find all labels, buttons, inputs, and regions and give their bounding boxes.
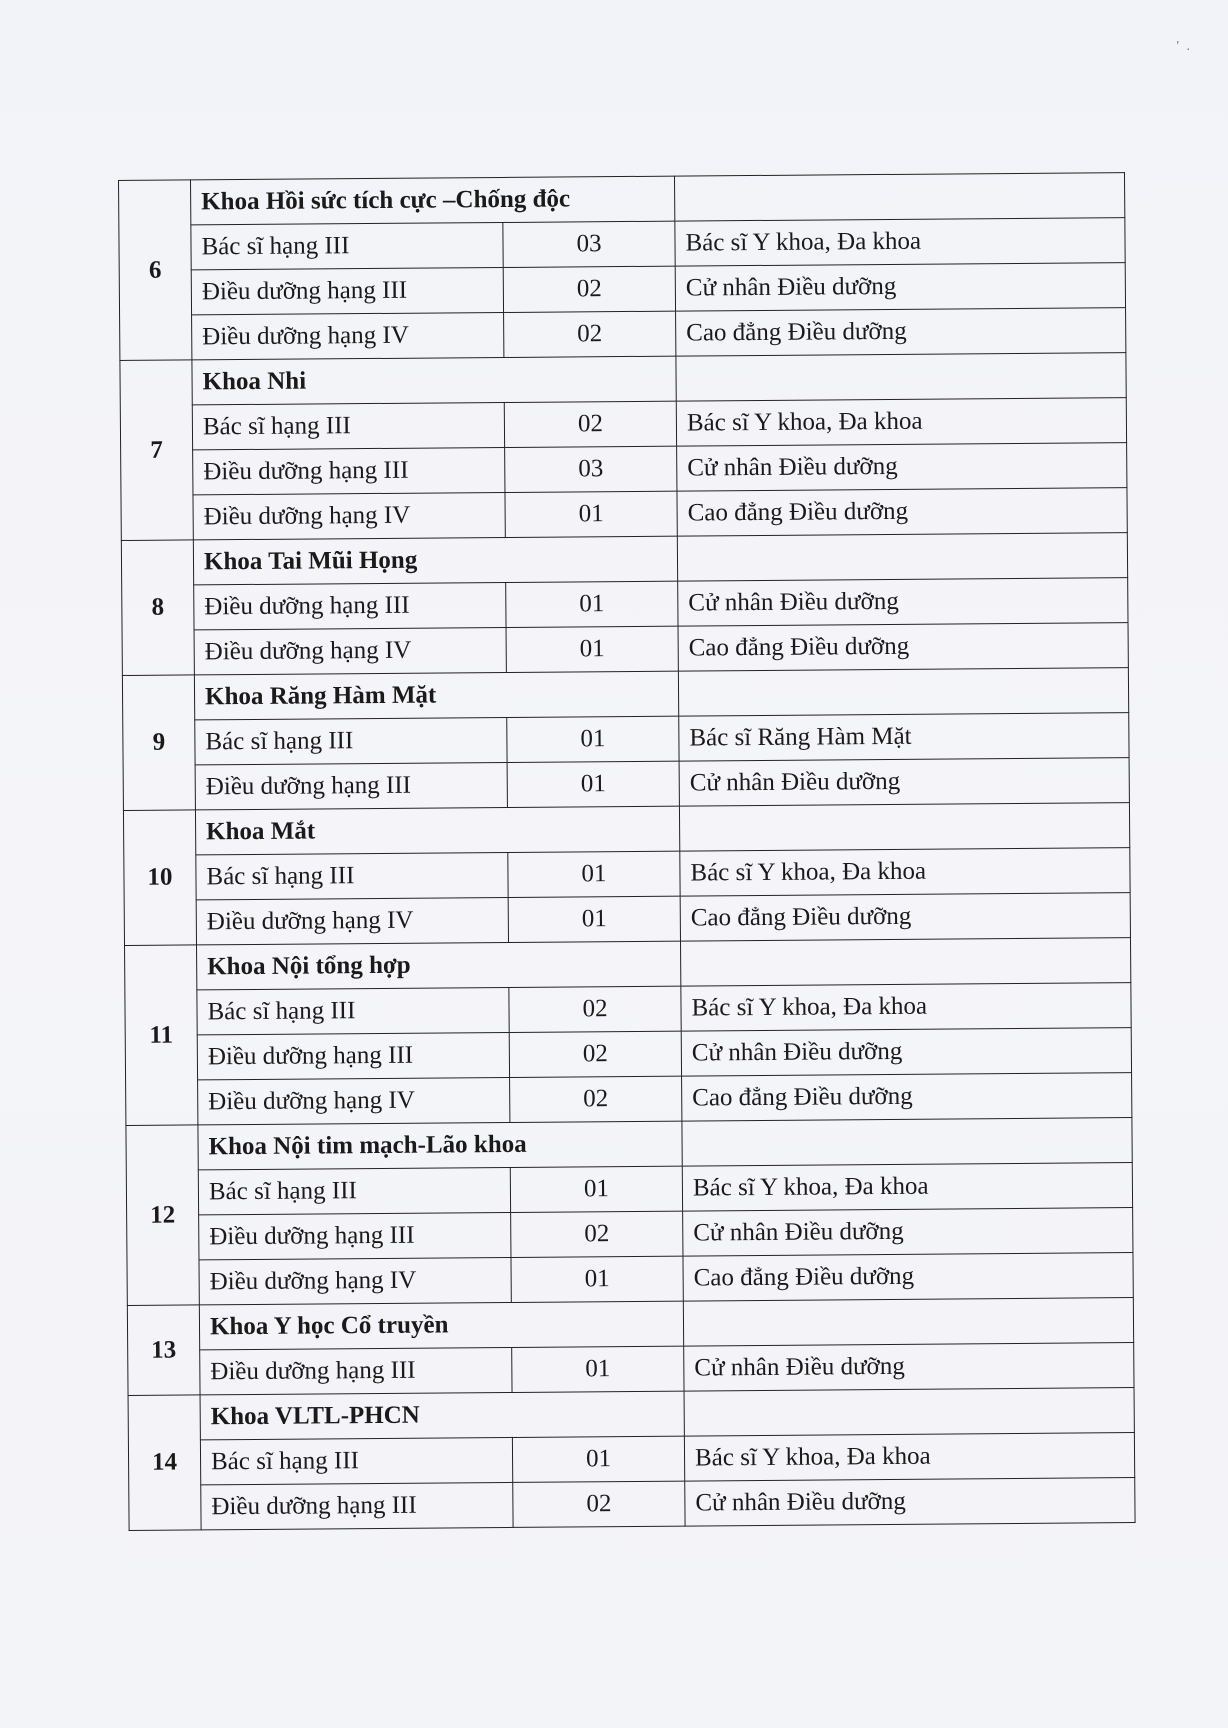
- qualification-cell: Cử nhân Điều dưỡng: [681, 1028, 1131, 1077]
- department-number: 11: [125, 945, 198, 1126]
- position-cell: Điều dưỡng hạng III: [191, 267, 503, 314]
- count-cell: 01: [510, 1166, 682, 1212]
- qualification-cell: Cao đẳng Điều dưỡng: [677, 488, 1127, 537]
- table-row: [120, 398, 1126, 451]
- table-row: [121, 488, 1127, 541]
- table-row: [122, 623, 1128, 676]
- table-row: [121, 443, 1127, 496]
- qualification-cell: Cử nhân Điều dưỡng: [683, 1208, 1133, 1257]
- count-cell: 01: [512, 1436, 684, 1482]
- table-row: [128, 1343, 1134, 1396]
- table-row: [123, 758, 1129, 811]
- position-cell: Điều dưỡng hạng IV: [192, 312, 504, 359]
- qualification-cell: Bác sĩ Y khoa, Đa khoa: [680, 848, 1130, 897]
- count-cell: 03: [503, 221, 675, 267]
- department-qualification-empty: [679, 803, 1129, 852]
- position-cell: Điều dưỡng hạng IV: [198, 1077, 510, 1124]
- department-qualification-empty: [680, 938, 1130, 987]
- qualification-cell: Cử nhân Điều dưỡng: [684, 1343, 1134, 1392]
- qualification-cell: Cử nhân Điều dưỡng: [678, 578, 1128, 627]
- qualification-cell: Bác sĩ Y khoa, Đa khoa: [681, 983, 1131, 1032]
- department-name: Khoa Răng Hàm Mặt: [194, 671, 678, 720]
- department-number: 9: [122, 675, 195, 811]
- count-cell: 01: [511, 1256, 683, 1302]
- table-row: [128, 1433, 1134, 1486]
- staffing-table-body: [119, 173, 1136, 1531]
- department-qualification-empty: [674, 173, 1124, 222]
- position-cell: Điều dưỡng hạng III: [199, 1212, 511, 1259]
- position-cell: Điều dưỡng hạng IV: [199, 1257, 511, 1304]
- department-name: Khoa Tai Mũi Họng: [193, 536, 677, 585]
- department-number: 13: [127, 1305, 200, 1396]
- department-qualification-empty: [677, 533, 1127, 582]
- department-header-row: [128, 1388, 1134, 1441]
- table-row: [119, 263, 1125, 316]
- position-cell: Điều dưỡng hạng III: [201, 1482, 513, 1529]
- staffing-table-wrapper: [118, 172, 1135, 1531]
- position-cell: Điều dưỡng hạng III: [195, 762, 507, 809]
- department-name: Khoa Nhi: [192, 356, 676, 405]
- corner-mark: ' .: [1176, 39, 1192, 54]
- qualification-cell: Cao đẳng Điều dưỡng: [678, 623, 1128, 672]
- position-cell: Bác sĩ hạng III: [196, 852, 508, 899]
- table-row: [120, 308, 1126, 361]
- count-cell: 01: [505, 491, 677, 537]
- qualification-cell: Cao đẳng Điều dưỡng: [680, 893, 1130, 942]
- table-row: [122, 578, 1128, 631]
- department-name: Khoa Nội tim mạch-Lão khoa: [198, 1121, 682, 1170]
- position-cell: Điều dưỡng hạng IV: [196, 897, 508, 944]
- table-row: [125, 983, 1131, 1036]
- department-header-row: [125, 938, 1131, 991]
- department-qualification-empty: [678, 668, 1128, 717]
- table-row: [125, 1028, 1131, 1081]
- position-cell: Bác sĩ hạng III: [195, 717, 507, 764]
- department-name: Khoa Y học Cổ truyền: [199, 1301, 683, 1350]
- department-number: 12: [126, 1125, 199, 1306]
- department-qualification-empty: [684, 1388, 1134, 1437]
- department-qualification-empty: [676, 353, 1126, 402]
- qualification-cell: Cử nhân Điều dưỡng: [675, 263, 1125, 312]
- count-cell: 01: [508, 851, 680, 897]
- position-cell: Bác sĩ hạng III: [191, 222, 503, 269]
- position-cell: Điều dưỡng hạng III: [193, 447, 505, 494]
- table-row: [127, 1208, 1133, 1261]
- table-row: [119, 218, 1125, 271]
- qualification-cell: Bác sĩ Y khoa, Đa khoa: [684, 1433, 1134, 1482]
- count-cell: 01: [512, 1346, 684, 1392]
- table-row: [126, 1163, 1132, 1216]
- table-row: [127, 1253, 1133, 1306]
- position-cell: Bác sĩ hạng III: [192, 402, 504, 449]
- count-cell: 03: [505, 446, 677, 492]
- department-name: Khoa Nội tổng hợp: [197, 941, 681, 990]
- count-cell: 02: [504, 401, 676, 447]
- department-header-row: [119, 173, 1125, 226]
- qualification-cell: Bác sĩ Y khoa, Đa khoa: [682, 1163, 1132, 1212]
- qualification-cell: Cao đẳng Điều dưỡng: [676, 308, 1126, 357]
- department-header-row: [121, 533, 1127, 586]
- count-cell: 02: [510, 1076, 682, 1122]
- qualification-cell: Cử nhân Điều dưỡng: [685, 1478, 1135, 1527]
- qualification-cell: Bác sĩ Răng Hàm Mặt: [679, 713, 1129, 762]
- position-cell: Điều dưỡng hạng IV: [194, 627, 506, 674]
- department-number: 14: [128, 1395, 201, 1531]
- position-cell: Bác sĩ hạng III: [198, 1167, 510, 1214]
- position-cell: Bác sĩ hạng III: [197, 987, 509, 1034]
- department-number: 6: [119, 180, 192, 361]
- table-row: [129, 1478, 1135, 1531]
- department-header-row: [122, 668, 1128, 721]
- qualification-cell: Bác sĩ Y khoa, Đa khoa: [675, 218, 1125, 267]
- count-cell: 01: [507, 761, 679, 807]
- count-cell: 02: [513, 1481, 685, 1527]
- department-name: Khoa Mắt: [195, 806, 679, 855]
- department-number: 7: [120, 360, 193, 541]
- qualification-cell: Cử nhân Điều dưỡng: [679, 758, 1129, 807]
- count-cell: 02: [511, 1211, 683, 1257]
- department-header-row: [127, 1298, 1133, 1351]
- position-cell: Điều dưỡng hạng III: [197, 1032, 509, 1079]
- table-row: [124, 848, 1130, 901]
- count-cell: 01: [506, 626, 678, 672]
- table-row: [123, 713, 1129, 766]
- department-header-row: [120, 353, 1126, 406]
- department-qualification-empty: [682, 1118, 1132, 1167]
- count-cell: 01: [508, 896, 680, 942]
- count-cell: 02: [509, 1031, 681, 1077]
- department-name: Khoa Hồi sức tích cực –Chống độc: [191, 176, 675, 225]
- qualification-cell: Cử nhân Điều dưỡng: [677, 443, 1127, 492]
- department-number: 8: [121, 540, 194, 676]
- count-cell: 01: [506, 581, 678, 627]
- qualification-cell: Bác sĩ Y khoa, Đa khoa: [676, 398, 1126, 447]
- table-row: [126, 1073, 1132, 1126]
- position-cell: Điều dưỡng hạng III: [200, 1347, 512, 1394]
- position-cell: Điều dưỡng hạng III: [194, 582, 506, 629]
- department-qualification-empty: [683, 1298, 1133, 1347]
- department-header-row: [126, 1118, 1132, 1171]
- qualification-cell: Cao đẳng Điều dưỡng: [682, 1073, 1132, 1122]
- staffing-table: [118, 172, 1136, 1531]
- count-cell: 02: [503, 266, 675, 312]
- count-cell: 02: [509, 986, 681, 1032]
- position-cell: Bác sĩ hạng III: [200, 1437, 512, 1484]
- qualification-cell: Cao đẳng Điều dưỡng: [683, 1253, 1133, 1302]
- department-number: 10: [123, 810, 196, 946]
- count-cell: 01: [507, 716, 679, 762]
- position-cell: Điều dưỡng hạng IV: [193, 492, 505, 539]
- table-row: [124, 893, 1130, 946]
- count-cell: 02: [504, 311, 676, 357]
- department-header-row: [123, 803, 1129, 856]
- department-name: Khoa VLTL-PHCN: [200, 1391, 684, 1440]
